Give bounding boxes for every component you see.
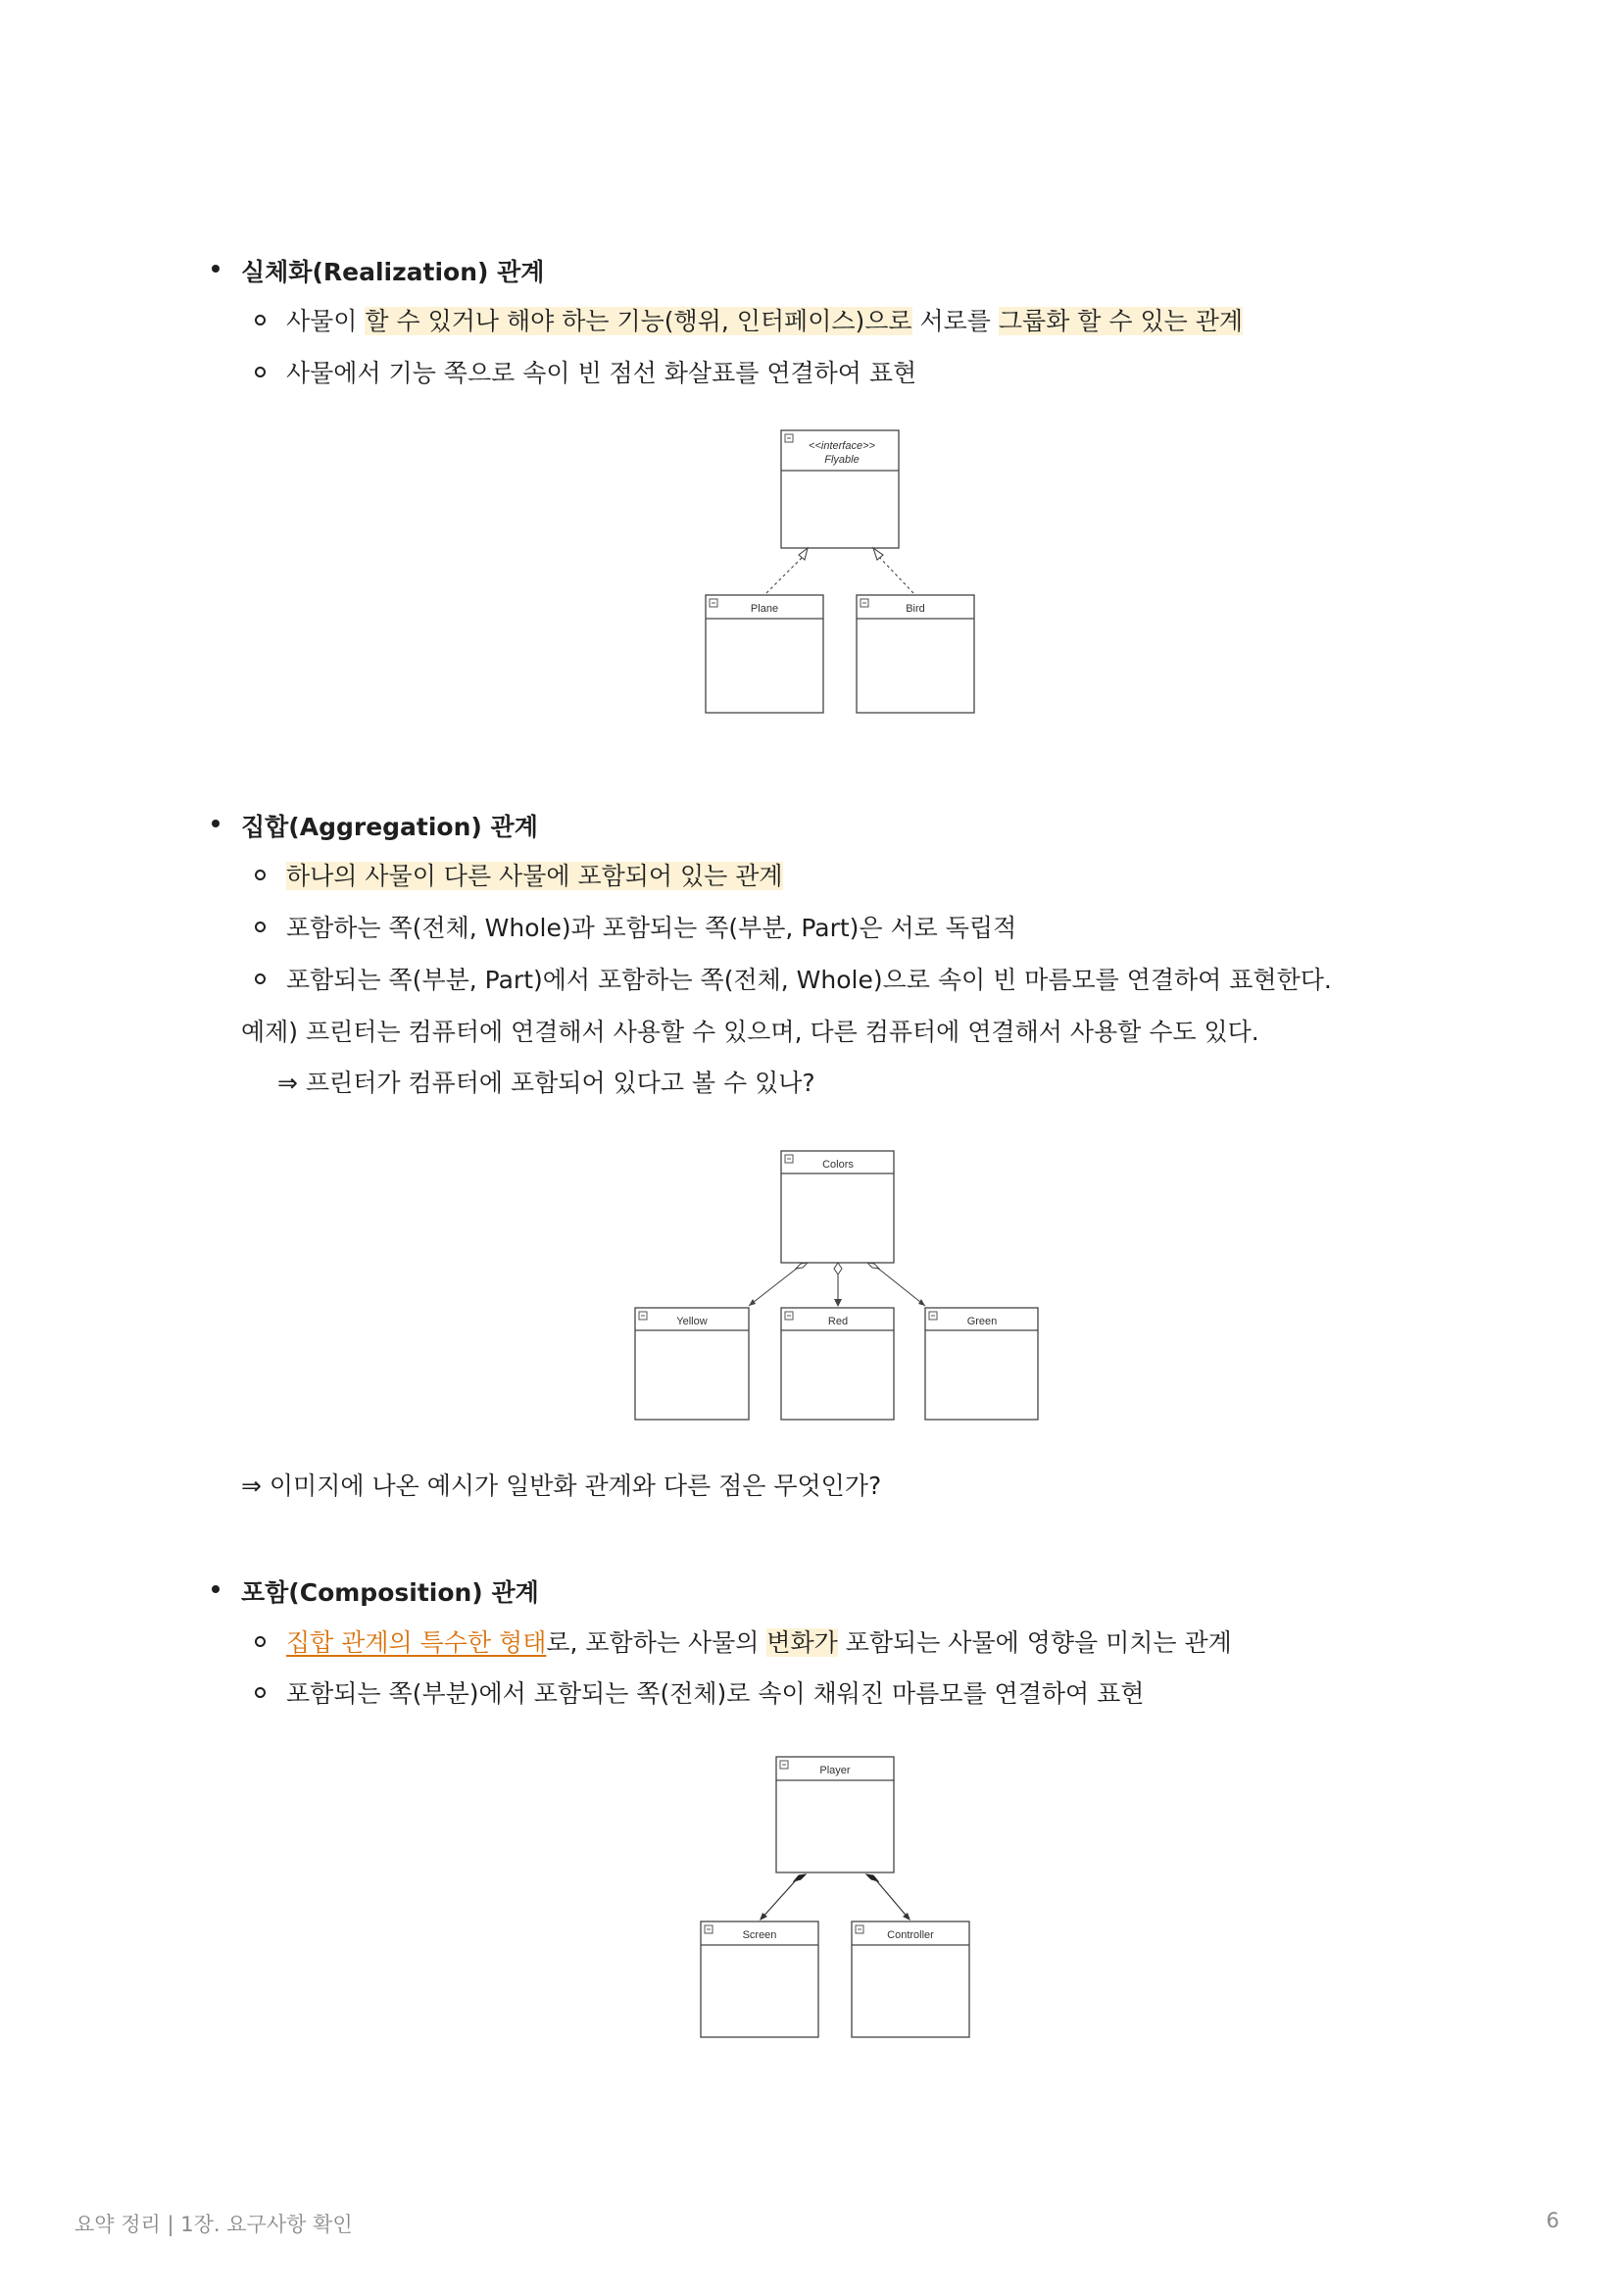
highlight: 변화가 — [766, 1628, 838, 1657]
inline-link[interactable]: 집합 관계의 특수한 형태 — [286, 1628, 547, 1657]
class-name-yellow: Yellow — [676, 1316, 708, 1327]
footer-breadcrumb: 요약 정리 | 1장. 요구사항 확인 — [74, 2213, 353, 2236]
class-name-green: Green — [966, 1316, 998, 1327]
text: 사물이 — [286, 307, 366, 335]
section-title-aggregation: 집합(Aggregation) 관계 — [241, 813, 538, 841]
class-name-player: Player — [819, 1765, 851, 1776]
aggregation-item-3: 포함되는 쪽(부분, Part)에서 포함하는 쪽(전체, Whole)으로 속이 빈 마름모를 연결하여 표현한다. — [286, 966, 1332, 994]
interface-stereotype: <<interface>> — [809, 440, 875, 452]
text: 서로를 — [911, 307, 999, 335]
class-name-controller: Controller — [887, 1929, 934, 1941]
arrowhead — [903, 1913, 910, 1921]
text: 로, 포함하는 사물의 — [546, 1628, 767, 1657]
class-name-colors: Colors — [822, 1159, 854, 1171]
highlight: 그룹화 할 수 있는 관계 — [998, 307, 1244, 335]
realization-item-2: 사물에서 기능 쪽으로 속이 빈 점선 화살표를 연결하여 표현 — [286, 359, 917, 387]
aggregation-after-question: ⇒ 이미지에 나온 예시가 일반화 관계와 다른 점은 무엇인가? — [241, 1472, 882, 1500]
aggregation-example: 예제) 프린터는 컴퓨터에 연결해서 사용할 수 있으며, 다른 컴퓨터에 연결해서 사용할 수도 있다. — [241, 1018, 1259, 1046]
highlight: 할 수 있거나 해야 하는 기능(행위, 인터페이스)으로 — [365, 307, 912, 335]
highlight: 하나의 사물이 다른 사물에 포함되어 있는 관계 — [286, 862, 783, 890]
section-title-realization: 실체화(Realization) 관계 — [241, 258, 545, 286]
page-number: 6 — [1546, 2209, 1559, 2232]
class-name-plane: Plane — [750, 603, 779, 615]
section-title-composition: 포함(Composition) 관계 — [241, 1578, 539, 1607]
interface-name: Flyable — [824, 454, 860, 466]
class-name-bird: Bird — [906, 603, 925, 615]
aggregation-item-2: 포함하는 쪽(전체, Whole)과 포함되는 쪽(부분, Part)은 서로 독립적 — [286, 914, 1017, 942]
composition-item-2: 포함되는 쪽(부분)에서 포함되는 쪽(전체)로 속이 채워진 마름모를 연결하여 표현 — [286, 1679, 1145, 1708]
class-name-red: Red — [827, 1316, 849, 1327]
aggregation-question: ⇒ 프린터가 컴퓨터에 포함되어 있다고 볼 수 있나? — [277, 1069, 815, 1097]
text: 포함되는 사물에 영향을 미치는 관계 — [837, 1628, 1232, 1657]
class-name-screen: Screen — [742, 1929, 777, 1941]
